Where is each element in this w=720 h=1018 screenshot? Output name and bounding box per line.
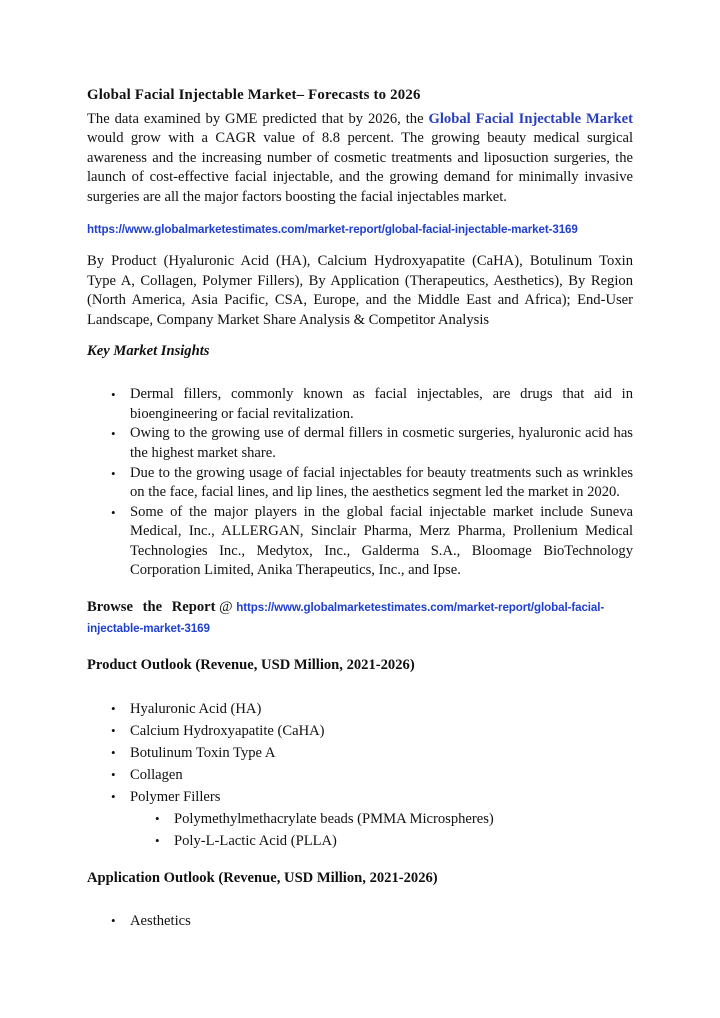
segmentation-paragraph: By Product (Hyaluronic Acid (HA), Calcium Hydroxyapatite (CaHA), Botulinum Toxin Type A, Collagen, Polymer Fillers), By Application (Therapeutics, Aesthetics), By Region (North America, Asia Pacific, CSA, Europe, and the Middle East and Africa); End-User Landscape, Company Market Share Analysis & Competitor Analysis <box>87 253 633 328</box>
insights-list <box>87 385 633 581</box>
document-page <box>87 86 633 932</box>
list-item: • Owing to the growing use of dermal fillers in cosmetic surgeries, hyaluronic acid has the highest market share. <box>87 424 633 463</box>
list-item: • Due to the growing usage of facial injectables for beauty treatments such as wrinkles on the face, facial lines, and lip lines, the aesthetics segment led the market in 2020. <box>87 464 633 503</box>
list-item: • Polymer Fillers <box>87 786 633 808</box>
browse-label: Browse the Report <box>87 599 216 616</box>
application-list <box>87 910 633 932</box>
browse-url-part1: https://www.globalmarketestimates.com/market-report/global-facial- <box>236 601 605 615</box>
key-insights-heading: Key Market Insights <box>87 342 210 359</box>
list-item: • Poly-L-Lactic Acid (PLLA) <box>87 830 633 852</box>
intro-paragraph <box>87 110 633 208</box>
list-item: • Some of the major players in the global facial injectable market include Suneva Medical, Inc., ALLERGAN, Sinclair Pharma, Merz Pharma, Prollenium Medical Technologies Inc., Medytox, Inc., Galderma S.A., Bloomage BioTechnology Corporation Limited, Anika Therapeutics, Inc., and Ipse. <box>87 503 633 581</box>
document-title: Global Facial Injectable Market– Forecasts to 2026 <box>87 87 421 103</box>
product-list <box>87 698 633 808</box>
list-item: • Dermal fillers, commonly known as facial injectables, are drugs that aid in bioengineering or facial revitalization. <box>87 385 633 424</box>
polymer-sub-list <box>87 808 633 852</box>
application-outlook-heading: Application Outlook (Revenue, USD Million, 2021-2026) <box>87 869 438 886</box>
product-outlook-heading: Product Outlook (Revenue, USD Million, 2021-2026) <box>87 657 415 674</box>
market-name-highlight: Global Facial Injectable Market <box>428 110 633 127</box>
intro-text-before: The data examined by GME predicted that by 2026, the <box>87 110 429 127</box>
browse-url-part2: injectable-market-3169 <box>87 622 210 636</box>
at-sign: @ <box>219 599 233 616</box>
list-item: • Botulinum Toxin Type A <box>87 742 633 764</box>
list-item: • Collagen <box>87 764 633 786</box>
report-url-line <box>87 220 633 240</box>
list-item: • Polymethylmethacrylate beads (PMMA Microspheres) <box>87 808 633 830</box>
list-item: • Calcium Hydroxyapatite (CaHA) <box>87 720 633 742</box>
report-link[interactable]: https://www.globalmarketestimates.com/market-report/global-facial-injectable-market-3169 <box>87 222 578 236</box>
browse-report-line <box>87 597 633 639</box>
list-item: • Aesthetics <box>87 910 633 932</box>
list-item: • Hyaluronic Acid (HA) <box>87 698 633 720</box>
intro-text-after: would grow with a CAGR value of 8.8 percent. The growing beauty medical surgical awareness and the increasing number of cosmetic treatments and liposuction surgeries, the launch of cost-effective facial injectable, and the growing demand for minimally invasive surgeries are all the major factors boosting the facial injectables market. <box>87 130 633 205</box>
